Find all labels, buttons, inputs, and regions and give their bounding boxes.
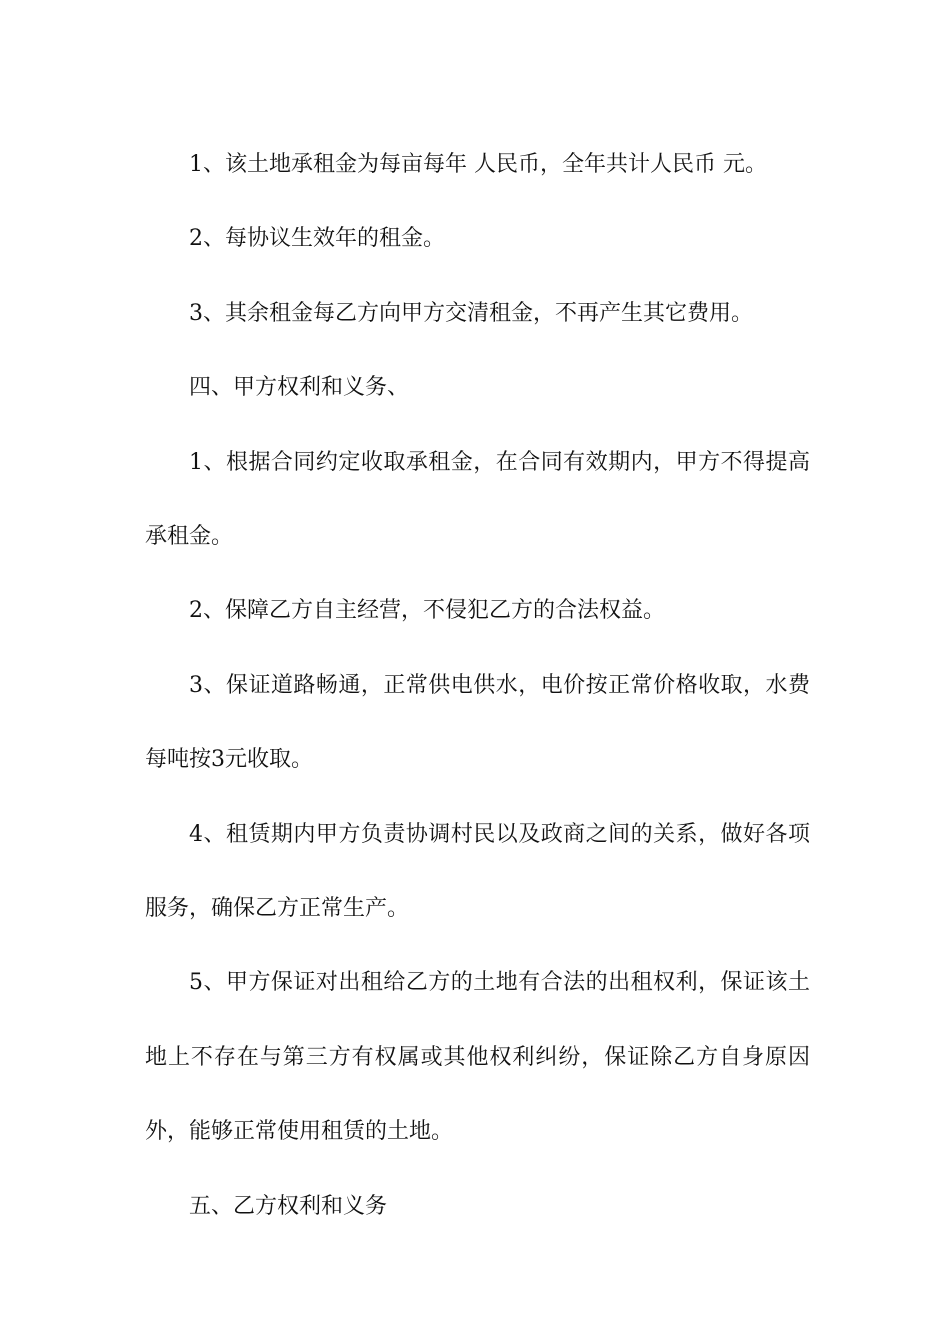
paragraph-party-a-1: 1、根据合同约定收取承租金，在合同有效期内，甲方不得提高承租金。 xyxy=(145,449,810,550)
paragraph-party-a-4: 4、租赁期内甲方负责协调村民以及政商之间的关系，做好各项服务，确保乙方正常生产。 xyxy=(145,821,810,922)
paragraph-remaining-rent: 3、其余租金每乙方向甲方交清租金，不再产生其它费用。 xyxy=(189,300,753,326)
section-heading-party-a: 四、甲方权利和义务、 xyxy=(189,375,410,401)
paragraph-rent-timing: 2、每协议生效年的租金。 xyxy=(189,226,445,252)
paragraph-rent-amount: 1、该土地承租金为每亩每年 人民币，全年共计人民币 元。 xyxy=(189,152,767,177)
paragraph-party-a-5: 5、甲方保证对出租给乙方的土地有合法的出租权利，保证该土地上不存在与第三方有权属或其他权利纠纷，保证除乙方自身原因外，能够正常使用租赁的土地。 xyxy=(145,970,810,1145)
paragraph-party-a-3: 3、保证道路畅通，正常供电供水，电价按正常价格收取，水费每吨按3元收取。 xyxy=(145,672,810,773)
section-heading-party-b: 五、乙方权利和义务 xyxy=(189,1193,388,1219)
paragraph-party-a-2: 2、保障乙方自主经营，不侵犯乙方的合法权益。 xyxy=(189,598,665,624)
document-body xyxy=(145,128,810,1244)
